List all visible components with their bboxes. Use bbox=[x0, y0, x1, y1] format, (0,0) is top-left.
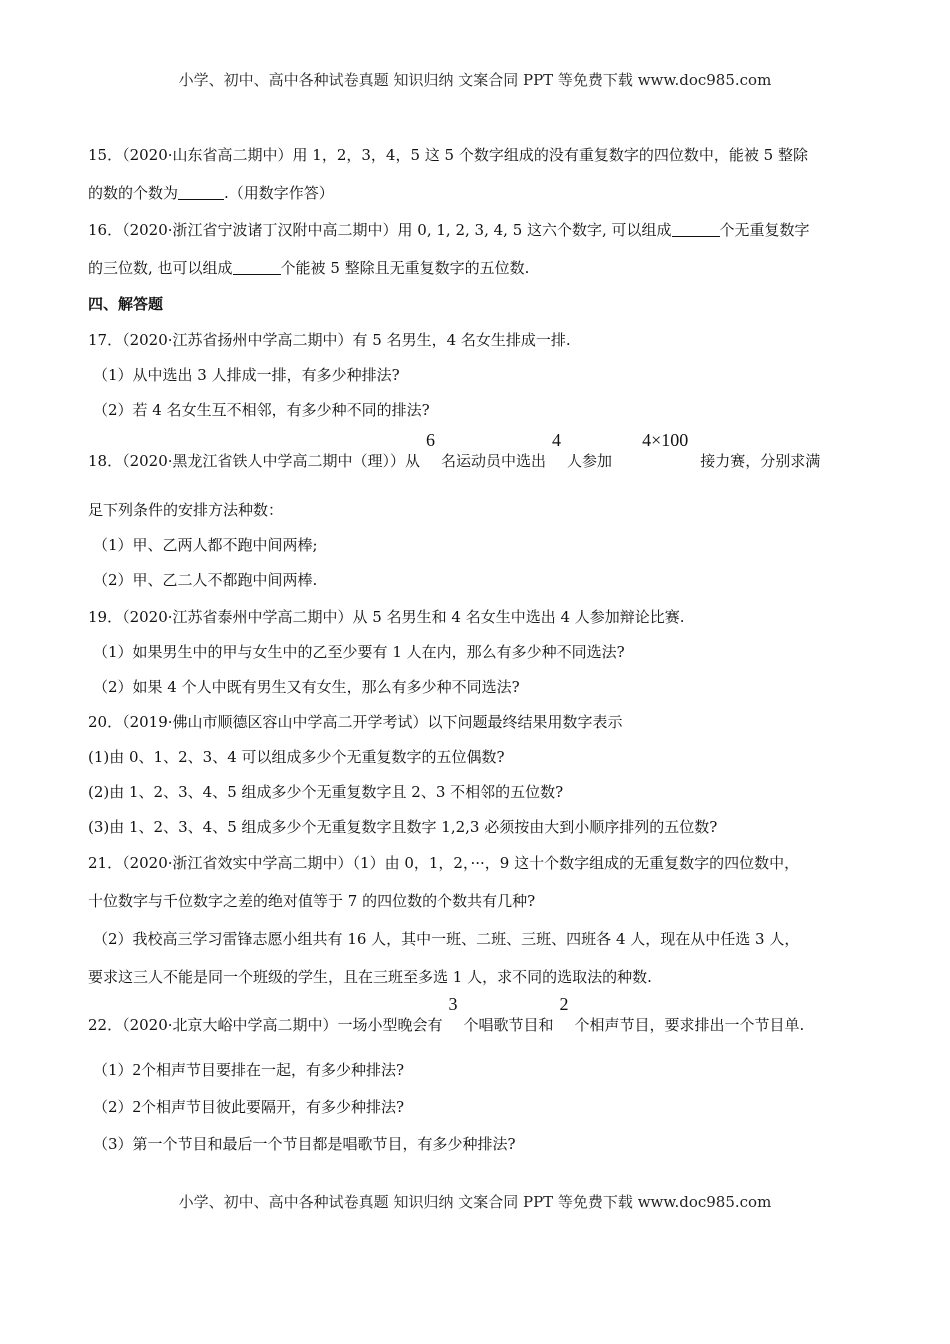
q18-part2: （2）甲、乙二人不都跑中间两棒. bbox=[93, 571, 318, 589]
q19-part2: （2）如果 4 个人中既有男生又有女生，那么有多少种不同选法? bbox=[93, 678, 520, 696]
q20-stem: 20．（2019·佛山市顺德区容山中学高二开学考试）以下问题最终结果用数字表示 bbox=[88, 713, 623, 731]
q22-part2 bbox=[93, 1097, 404, 1117]
q22-p2-label: （2） bbox=[93, 1098, 133, 1116]
q21-line3: （2）我校高三学习雷锋志愿小组共有 16 人，其中一班、二班、三班、四班各 4 人，现在从中任选 3 人， bbox=[93, 930, 800, 948]
page-footer: 小学、初中、高中各种试卷真题 知识归纳 文案合同 PPT 等免费下载 www.doc985.com bbox=[178, 1193, 772, 1211]
q22-p2-text: 个相声节目彼此要隔开，有多少种排法? bbox=[141, 1098, 405, 1116]
q22-text-a: 22．（2020·北京大峪中学高二期中）一场小型晚会有 bbox=[88, 1016, 443, 1034]
q20-part2: (2)由 1、2、3、4、5 组成多少个无重复数字且 2、3 不相邻的五位数? bbox=[88, 783, 564, 801]
q16-answer-blank-2 bbox=[233, 260, 281, 275]
q18-text-b: 名运动员中选出 bbox=[441, 452, 547, 470]
q18-num-relay: 4×100 bbox=[642, 430, 689, 450]
q18-text-d: 接力赛，分别求满 bbox=[700, 452, 821, 470]
q21-line2: 十位数字与千位数字之差的绝对值等于 7 的四位数的个数共有几种? bbox=[88, 892, 536, 910]
q20-part3: (3)由 1、2、3、4、5 组成多少个无重复数字且数字 1,2,3 必须按由大到小顺序排列的五位数? bbox=[88, 818, 718, 836]
q16-line2 bbox=[88, 258, 529, 278]
q22-p1-label: （1） bbox=[93, 1061, 133, 1079]
q15-answer-blank bbox=[178, 185, 224, 200]
q17-part1: （1）从中选出 3 人排成一排，有多少种排法? bbox=[93, 366, 400, 384]
q19-part1: （1）如果男生中的甲与女生中的乙至少要有 1 人在内，那么有多少种不同选法? bbox=[93, 643, 625, 661]
q16-answer-blank-1 bbox=[672, 222, 720, 237]
q18-text-c: 人参加 bbox=[567, 452, 613, 470]
q18-num-6: 6 bbox=[426, 430, 436, 450]
q16-text-a: 16．（2020·浙江省宁波诸丁汉附中高二期中）用 0, 1, 2, 3, 4, 5 这六个数字, 可以组成 bbox=[88, 221, 672, 239]
q15-line1: 15．（2020·山东省高二期中）用 1，2，3，4，5 这 5 个数字组成的没有重复数字的四位数中，能被 5 整除 bbox=[88, 146, 808, 164]
q22-text-b: 个唱歌节目和 bbox=[463, 1016, 554, 1034]
q16-line1 bbox=[88, 220, 810, 240]
q15-line2 bbox=[88, 183, 334, 203]
q18-text-a: 18．（2020·黑龙江省铁人中学高二期中（理））从 bbox=[88, 452, 421, 470]
q15-text-a: 的数的个数为 bbox=[88, 184, 179, 202]
q22-p1-text: 个相声节目要排在一起，有多少种排法? bbox=[141, 1061, 405, 1079]
q19-stem: 19．（2020·江苏省泰州中学高二期中）从 5 名男生和 4 名女生中选出 4 人参加辩论比赛. bbox=[88, 608, 685, 626]
section-title: 四、解答题 bbox=[88, 295, 164, 313]
q16-text-b: 个无重复数字 bbox=[719, 221, 810, 239]
q15-text-b: .（用数字作答） bbox=[224, 184, 334, 202]
q16-text-d: 个能被 5 整除且无重复数字的五位数. bbox=[280, 259, 530, 277]
q18-line2: 足下列条件的安排方法种数： bbox=[88, 501, 284, 519]
page-header: 小学、初中、高中各种试卷真题 知识归纳 文案合同 PPT 等免费下载 www.doc985.com bbox=[178, 71, 772, 89]
q17-stem: 17．（2020·江苏省扬州中学高二期中）有 5 名男生，4 名女生排成一排. bbox=[88, 331, 571, 349]
q22-p1-num: 2 bbox=[132, 1060, 142, 1079]
q22-stem bbox=[88, 994, 805, 1035]
q21-line4: 要求这三人不能是同一个班级的学生，且在三班至多选 1 人，求不同的选取法的种数. bbox=[88, 968, 652, 986]
q16-text-c: 的三位数, 也可以组成 bbox=[88, 259, 233, 277]
q22-part1 bbox=[93, 1060, 404, 1080]
q17-part2: （2）若 4 名女生互不相邻，有多少种不同的排法? bbox=[93, 401, 430, 419]
q18-part1: （1）甲、乙两人都不跑中间两棒; bbox=[93, 536, 318, 554]
q21-line1: 21．（2020·浙江省效实中学高二期中）（1）由 0，1，2，···，9 这十个数字组成的无重复数字的四位数中， bbox=[88, 854, 800, 872]
q22-num-2: 2 bbox=[559, 994, 569, 1014]
q20-part1: (1)由 0、1、2、3、4 可以组成多少个无重复数字的五位偶数? bbox=[88, 748, 505, 766]
q22-num-3: 3 bbox=[448, 994, 458, 1014]
q22-p2-num: 2 bbox=[132, 1097, 142, 1116]
q22-text-c: 个相声节目，要求排出一个节目单. bbox=[574, 1016, 805, 1034]
q18-stem bbox=[88, 430, 821, 471]
q22-part3: （3）第一个节目和最后一个节目都是唱歌节目，有多少种排法? bbox=[93, 1135, 516, 1153]
q18-num-4: 4 bbox=[552, 430, 562, 450]
